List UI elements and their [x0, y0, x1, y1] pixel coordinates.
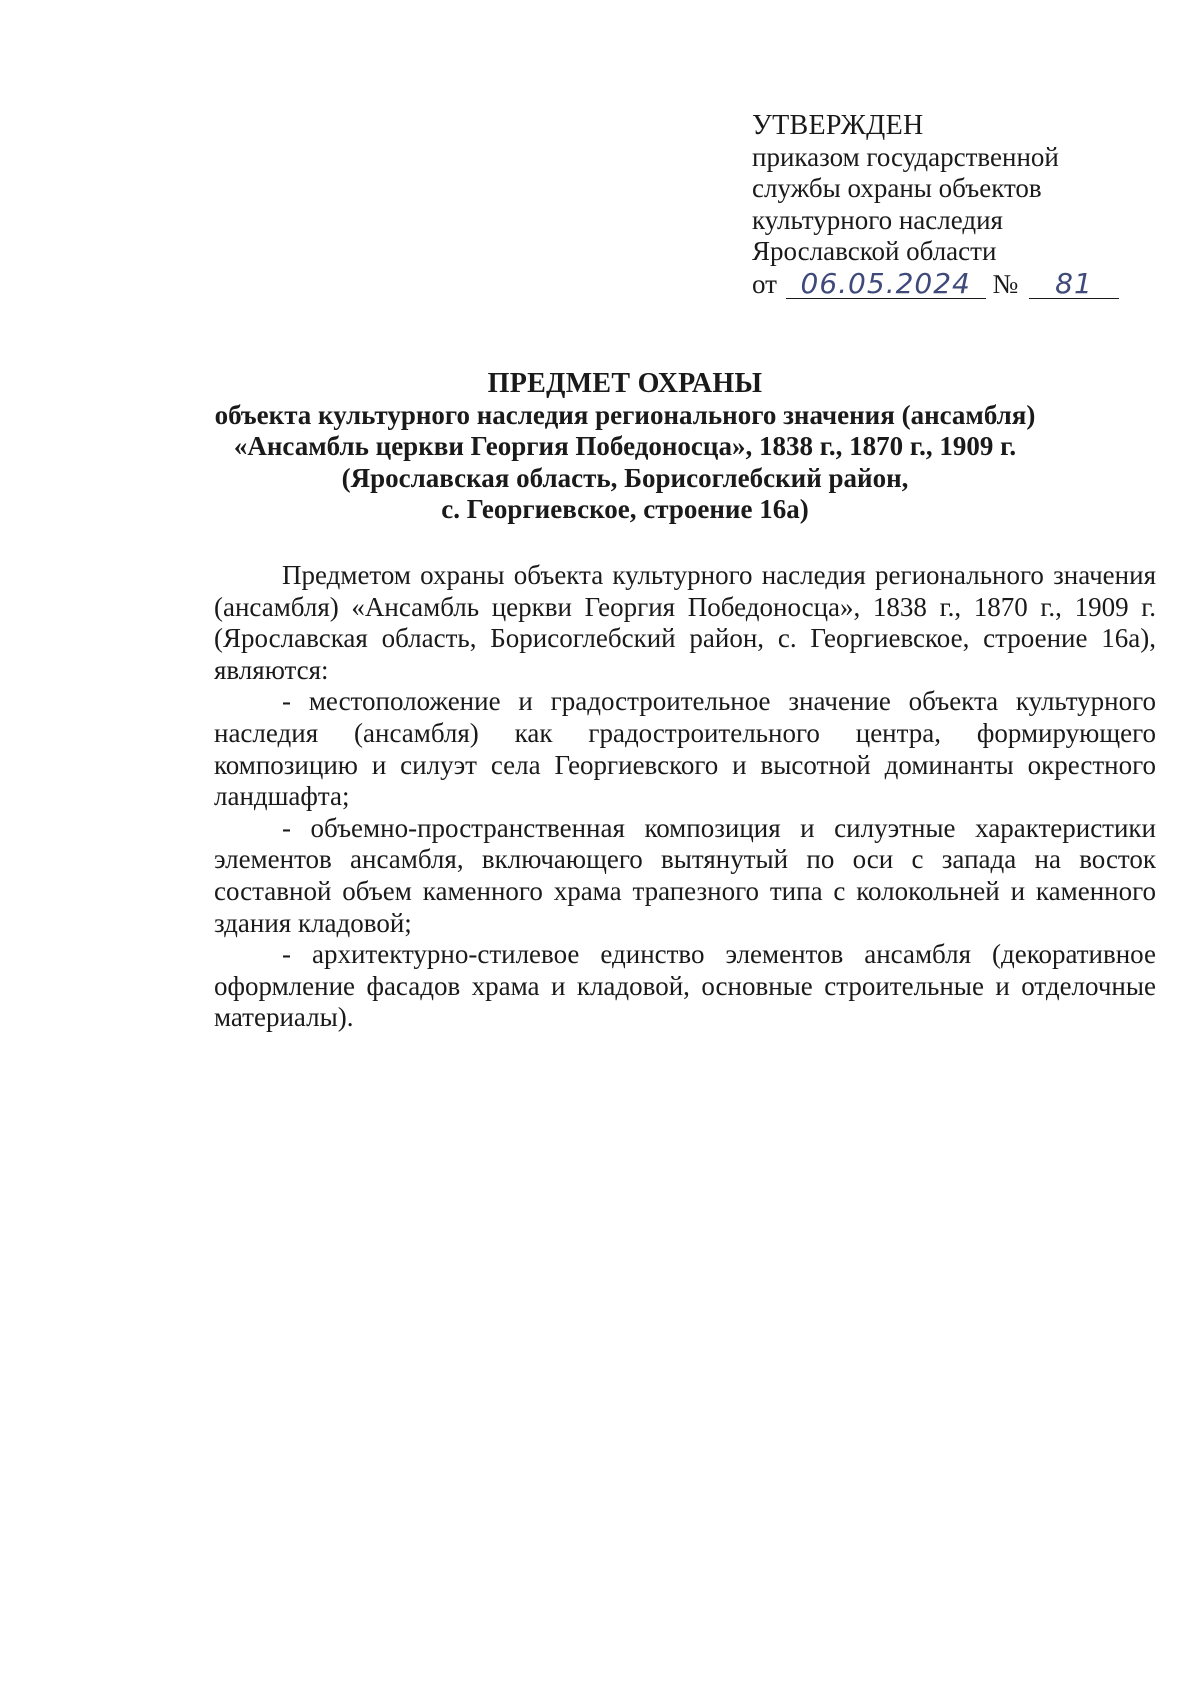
- heading-line: (Ярославская область, Борисоглебский район,: [341, 462, 909, 493]
- list-item-composition: - объемно-пространственная композиция и силуэтные характеристики элементов ансамбля, включающего вытянутый по оси с запада на восток составной объем каменного храма трапезного типа с колокольней и каменного здания кладовой;: [214, 812, 1156, 938]
- document-heading: [180, 368, 1070, 526]
- handwritten-number: 81: [1029, 270, 1119, 299]
- approval-title: УТВЕРЖДЕН: [752, 110, 924, 141]
- heading-line: объекта культурного наследия регионального значения (ансамбля): [214, 399, 1036, 430]
- approval-line: Ярославской области: [752, 236, 997, 266]
- heading-line: с. Георгиевское, строение 16а): [441, 494, 809, 524]
- handwritten-date: 06.05.2024: [786, 270, 986, 299]
- date-prefix: от: [752, 268, 777, 299]
- approval-line: приказом государственной: [752, 141, 1059, 172]
- approval-stamp-block: [752, 110, 1112, 300]
- heading-line: «Ансамбль церкви Георгия Победоносца», 1838 г., 1870 г., 1909 г.: [233, 431, 1017, 461]
- document-title: ПРЕДМЕТ ОХРАНЫ: [487, 368, 763, 399]
- approval-line: службы охраны объектов: [752, 173, 1042, 203]
- intro-paragraph: Предметом охраны объекта культурного наследия регионального значения (ансамбля) «Ансамбль церкви Георгия Победоносца», 1838 г., 1870 г., 1909 г. (Ярославская область, Борисоглебский район, с. Георгиевское, строение 16а), являются:: [214, 560, 1156, 685]
- document-body: [214, 560, 1156, 1034]
- number-sign: №: [992, 268, 1019, 299]
- approval-line: культурного наследия: [752, 204, 1003, 235]
- list-item-location: - местоположение и градостроительное значение объекта культурного наследия (ансамбля) как градостроительного центра, формирующего композицию и силуэт села Георгиевского и высотной доминанты окрестного ландшафта;: [214, 686, 1156, 812]
- approval-date-row: [752, 266, 1112, 301]
- list-item-style: - архитектурно-стилевое единство элементов ансамбля (декоративное оформление фасадов храма и кладовой, основные строительные и отделочные материалы).: [214, 939, 1156, 1033]
